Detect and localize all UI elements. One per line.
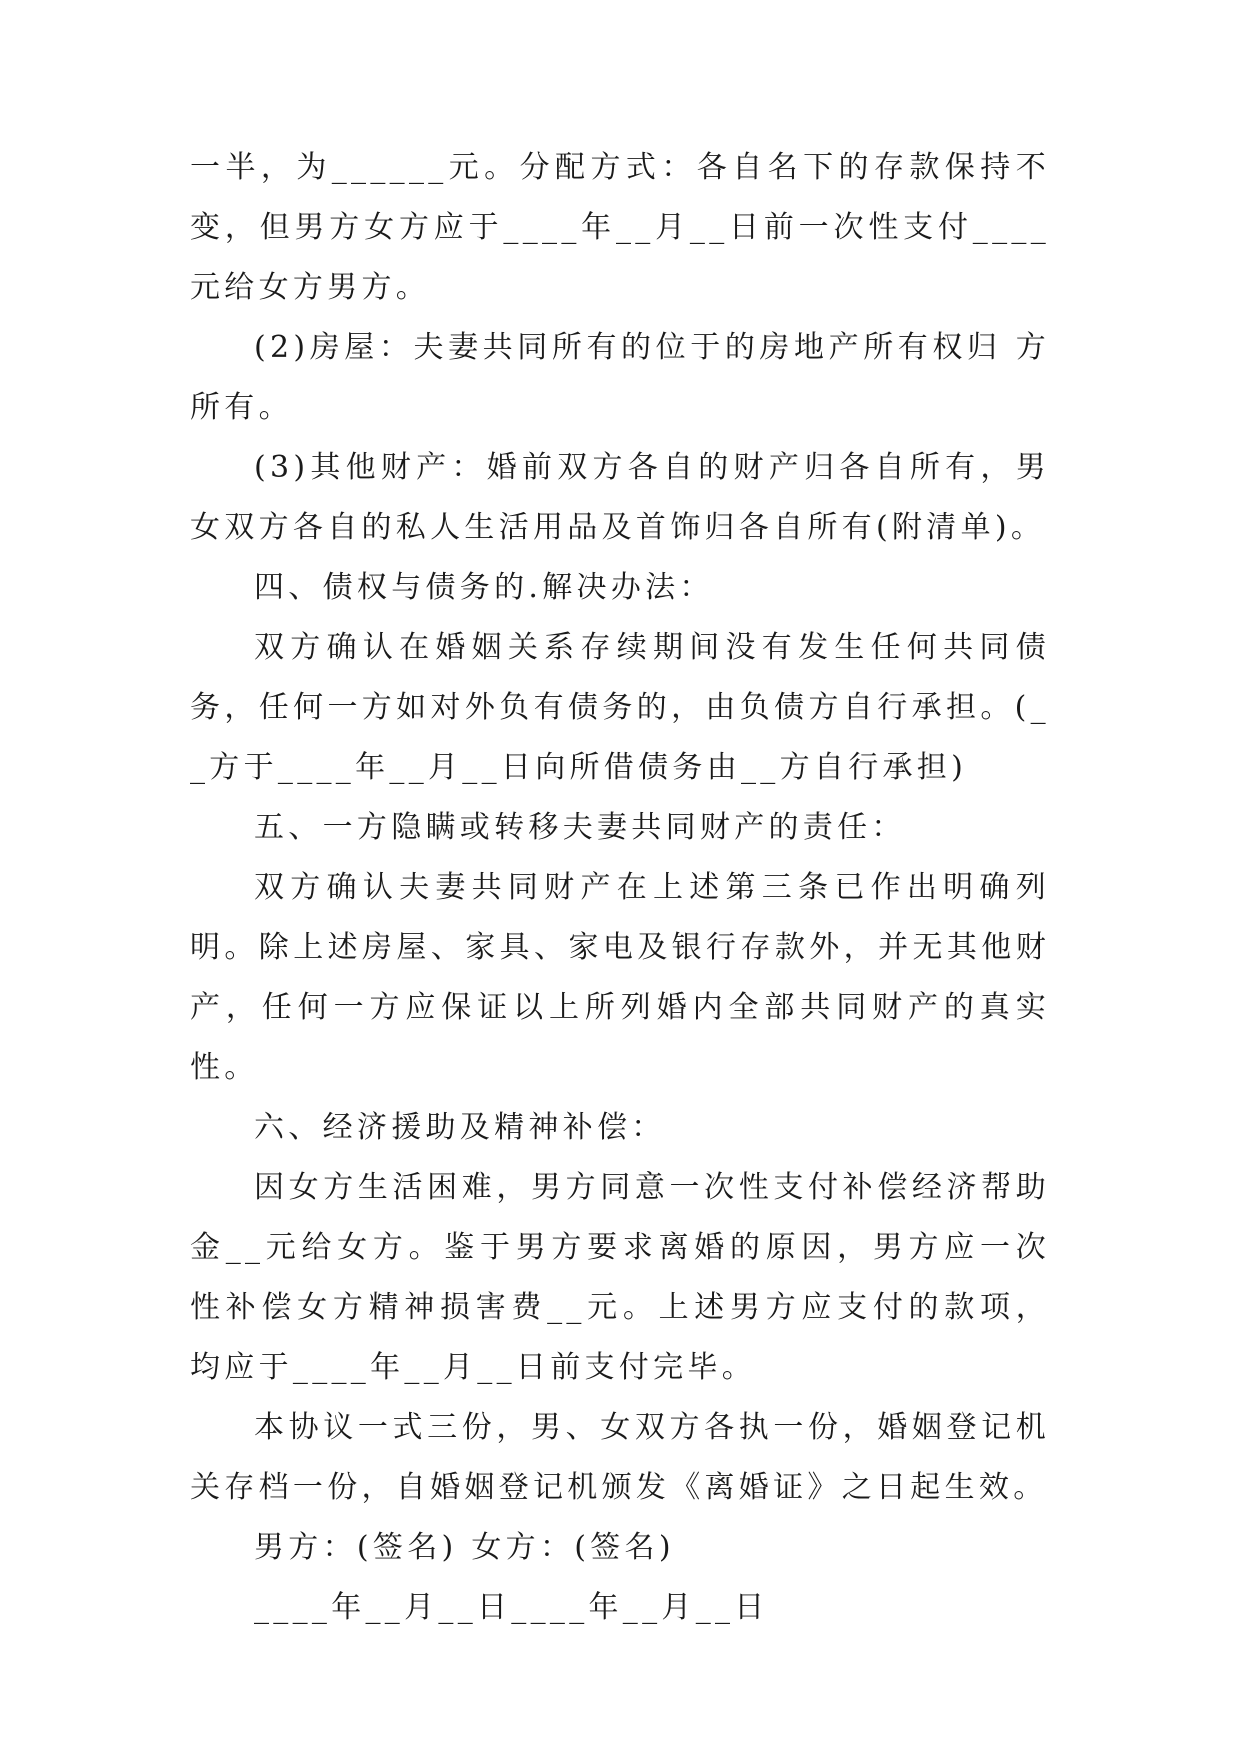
paragraph-compensation: 因女方生活困难，男方同意一次性支付补偿经济帮助金__元给女方。鉴于男方要求离婚的原因，男方应一次性补偿女方精神损害费__元。上述男方应支付的款项，均应于____年__月__日前支付完毕。 <box>190 1170 1050 1385</box>
section-heading-concealment: 五、一方隐瞒或转移夫妻共同财产的责任： <box>254 810 906 845</box>
paragraph-other-property: (3)其他财产：婚前双方各自的财产归各自所有，男女双方各自的私人生活用品及首饰归各自所有(附清单)。 <box>190 450 1050 545</box>
paragraph-concealment: 双方确认夫妻共同财产在上述第三条已作出明确列明。除上述房屋、家具、家电及银行存款外，并无其他财产，任何一方应保证以上所列婚内全部共同财产的真实性。 <box>190 870 1050 1085</box>
signature-line: 男方：(签名) 女方：(签名) <box>254 1530 675 1565</box>
date-line: ____年__月__日____年__月__日 <box>254 1590 769 1625</box>
paragraph-debts: 双方确认在婚姻关系存续期间没有发生任何共同债务，任何一方如对外负有债务的，由负债方自行承担。(__方于____年__月__日向所借债务由__方自行承担) <box>190 630 1050 785</box>
section-heading-compensation: 六、经济援助及精神补偿： <box>254 1110 666 1145</box>
paragraph-house: (2)房屋：夫妻共同所有的位于的房地产所有权归 方所有。 <box>190 330 1050 425</box>
section-heading-debts: 四、债权与债务的.解决办法： <box>254 570 714 605</box>
document-page <box>190 138 1050 1638</box>
paragraph-copies: 本协议一式三份，男、女双方各执一份，婚姻登记机关存档一份，自婚姻登记机颁发《离婚证》之日起生效。 <box>190 1410 1050 1505</box>
paragraph-cash-split: 一半，为______元。分配方式：各自名下的存款保持不变，但男方女方应于____年__月__日前一次性支付____元给女方男方。 <box>190 150 1050 305</box>
